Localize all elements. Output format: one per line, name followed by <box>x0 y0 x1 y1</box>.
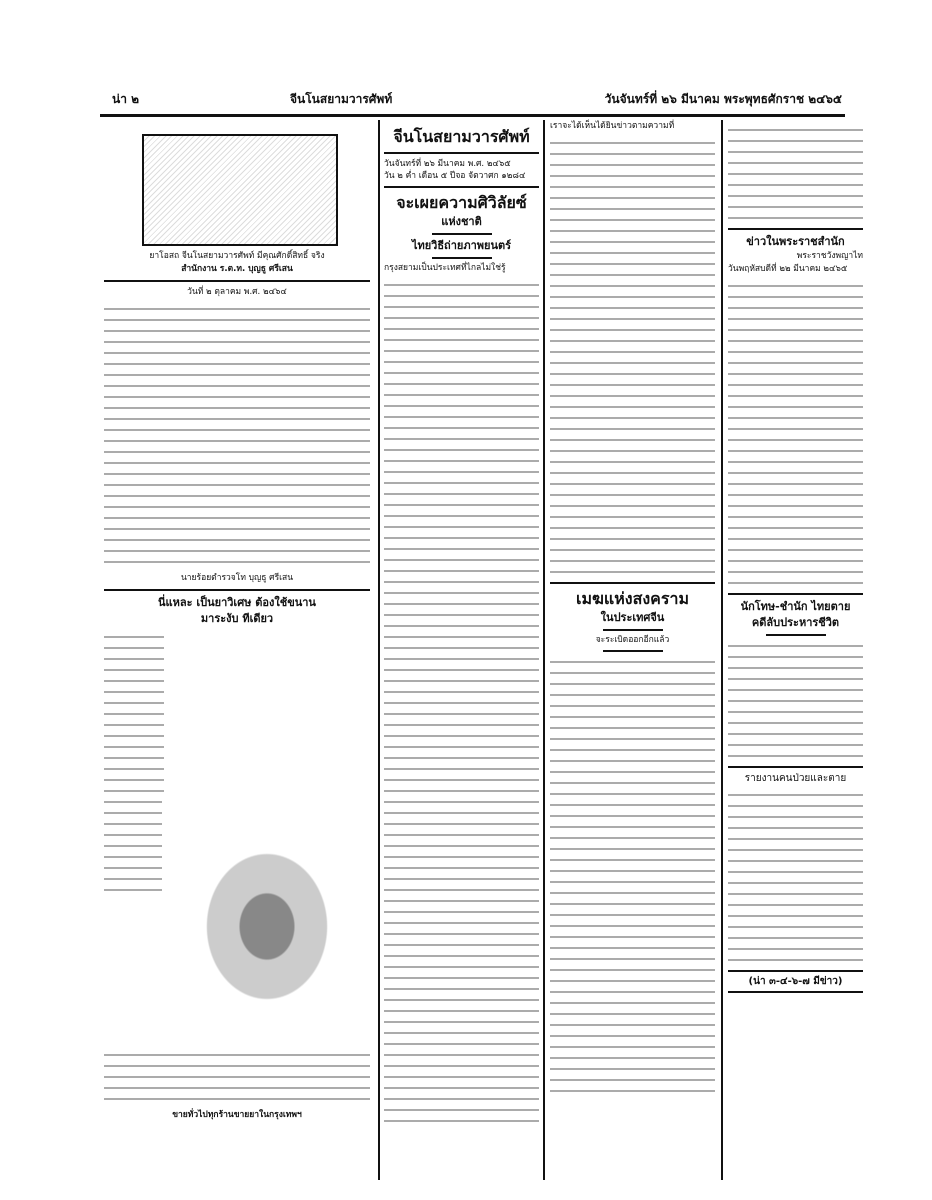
signature: นายร้อยตำรวจโท บุญธู ศรีเสน <box>180 573 294 583</box>
ad-footer-text <box>104 1054 370 1100</box>
divider <box>104 280 370 282</box>
editorial-body <box>384 284 539 1122</box>
divider <box>603 629 663 631</box>
page-number: น่า ๒ <box>112 92 140 106</box>
court-news-sub: พระราชวังพญาไท <box>796 251 863 261</box>
divider <box>384 152 539 154</box>
divider <box>104 589 370 591</box>
tiger-balm-illustration <box>162 800 372 1030</box>
editorial-headline: จะเผยความศิวิลัยซ์ <box>396 193 527 212</box>
running-title: จีนโนสยามวารศัพท์ <box>290 92 393 106</box>
court-news-headline: ข่าวในพระราชสำนัก <box>746 235 845 248</box>
divider <box>728 766 863 768</box>
health-report-headline: รายงานคนป่วยและตาย <box>744 773 847 784</box>
divider <box>432 257 492 259</box>
body-text <box>104 308 370 563</box>
editorial-byline: ไทยวิธีถ่ายภาพยนตร์ <box>411 239 512 252</box>
article-body <box>550 142 715 573</box>
prisoner-headline: นักโทษ-ชำนัก ไทยตาย <box>740 600 851 613</box>
court-news-date: วันพฤหัสบดีที่ ๒๒ มีนาคม ๒๔๖๕ <box>728 264 848 274</box>
prisoner-body <box>728 645 863 757</box>
ad-body-text <box>104 636 164 891</box>
running-date: วันจันทร์ที่ ๒๖ มีนาคม พระพุทธศักราช ๒๔๖๕ <box>604 92 842 106</box>
ad-subheadline: มาระงับ ทีเดียว <box>200 612 274 625</box>
prisoner-subheadline: คดีลับประหารชีวิต <box>751 616 840 629</box>
masthead <box>112 84 842 114</box>
continued-text <box>728 129 863 219</box>
war-article-body <box>550 661 715 1092</box>
divider <box>384 186 539 188</box>
divider <box>728 228 863 230</box>
dateline: วันจันทร์ที่ ๒๖ มีนาคม พ.ศ. ๒๔๖๕ <box>384 159 511 169</box>
divider <box>550 582 715 584</box>
section-headline: เมฆแห่งสงคราม <box>576 589 689 608</box>
newspaper-name: จีนโนสยามวารศัพท์ <box>393 127 530 146</box>
opening-line: กรุงสยามเป็นประเทศที่ไกลไม่ใช่รู้ <box>384 263 506 273</box>
divider <box>603 650 663 652</box>
health-report-body <box>728 794 863 961</box>
editorial-subheadline: แห่งชาติ <box>441 215 482 228</box>
dateline: วัน ๒ ค่ำ เดือน ๕ ปีจอ จัตวาศก ๑๒๘๔ <box>384 171 526 181</box>
caption-line: ยาโอสถ จีนโนสยามวารศัพท์ มีคุณศักดิ์สิทธิ์ จริง <box>149 251 325 261</box>
divider <box>766 634 826 636</box>
bottom-caption: ขายทั่วไปทุกร้านขายยาในกรุงเทพฯ <box>172 1110 302 1120</box>
ad-headline: นี่แหละ เป็นยาวิเศษ ต้องใช้ขนาน <box>158 596 316 609</box>
column-2 <box>378 120 545 1180</box>
caption-line: วันที่ ๒ ตุลาคม พ.ศ. ๒๔๖๔ <box>187 287 287 297</box>
section-subheadline: ในประเทศจีน <box>600 611 665 624</box>
divider <box>432 233 492 235</box>
section-kicker: จะระเบิดออกอีกแล้ว <box>595 635 670 645</box>
opening-line: เราจะได้เห็นได้ยินข่าวตามความที่ <box>550 121 675 131</box>
column-3 <box>548 120 723 1180</box>
masthead-rule <box>100 114 845 117</box>
advertisement-illustration <box>142 134 338 246</box>
divider <box>728 593 863 595</box>
column-1 <box>104 120 370 1180</box>
court-news-body <box>728 285 863 584</box>
continued-note: (น่า ๓-๔-๖-๗ มีข่าว) <box>728 970 863 993</box>
column-4 <box>728 120 863 993</box>
caption-line: สำนักงาน ร.ต.ท. บุญธู ศรีเสน <box>181 264 293 274</box>
